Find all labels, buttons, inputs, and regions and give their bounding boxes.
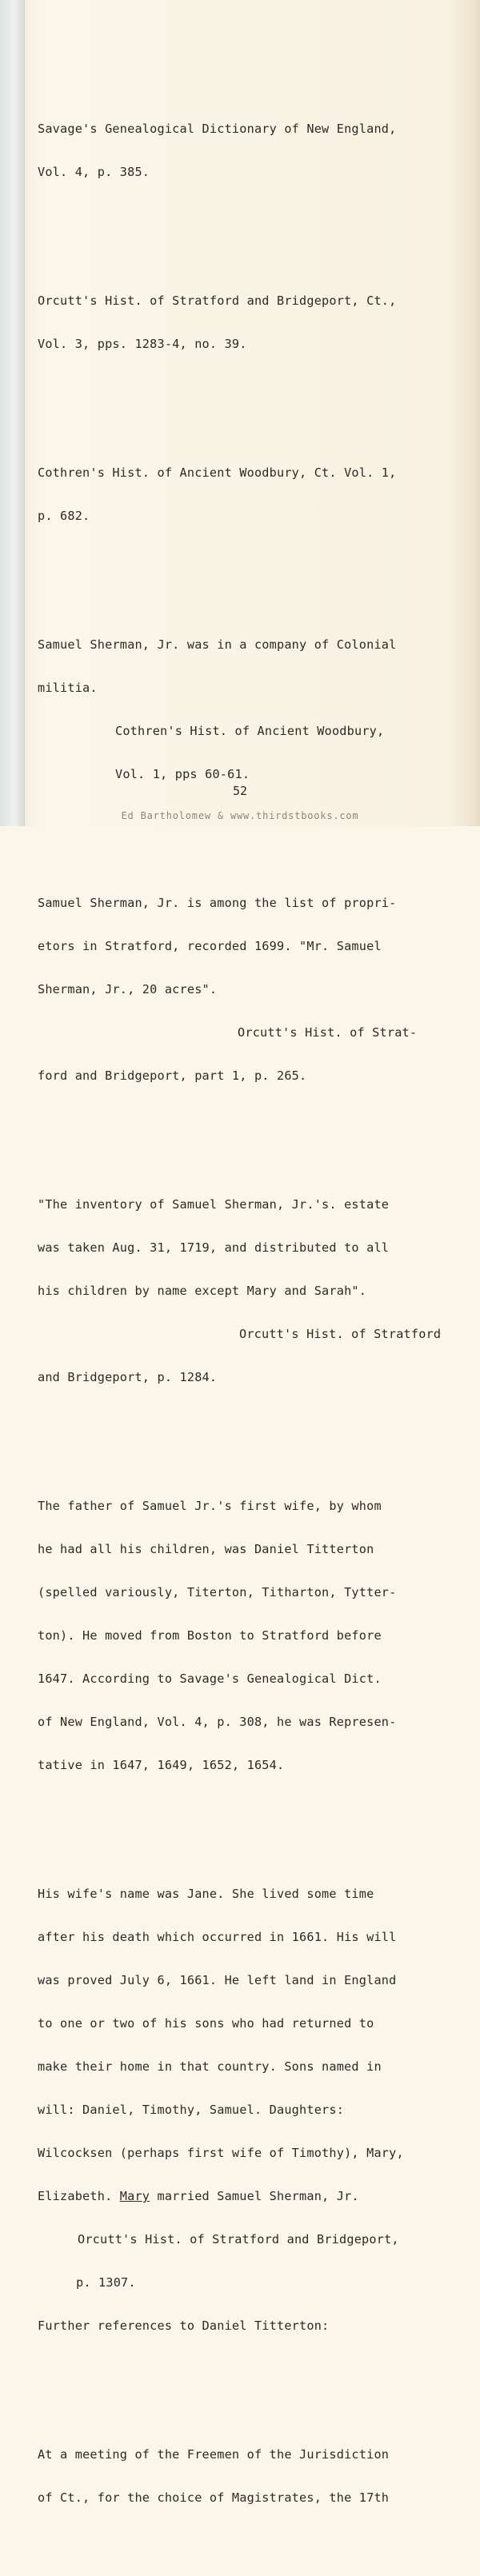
text-line: (spelled variously, Titerton, Titharton, Tytter- [38,1585,397,1600]
reference-savage [38,93,474,208]
paragraph-titterton [38,1470,474,1801]
page-binding [0,0,25,826]
citation-line: Vol. 1, pps 60-61. [115,767,250,781]
underlined-name: Mary [119,2189,150,2203]
reference-cothren [38,437,474,552]
text-line: ton). He moved from Boston to Stratford before [38,1628,382,1643]
text-line: Vol. 3, pps. 1283-4, no. 39. [38,337,247,351]
paragraph-jane [38,1858,474,2362]
text-line: after his death which occurred in 1661. His will [38,1930,397,1944]
text-line: of Ct., for the choice of Magistrates, the 17th [38,2490,390,2505]
text-line: Cothren's Hist. of Ancient Woodbury, Ct. Vol. 1, [38,465,397,480]
text-line: At a meeting of the Freemen of the Jurisdiction [38,2447,390,2462]
text-fragment: married Samuel Sherman, Jr. [150,2189,359,2203]
citation-line: ford and Bridgeport, part 1, p. 265. [38,1068,307,1083]
citation-line: and Bridgeport, p. 1284. [38,1370,218,1384]
text-line: his children by name except Mary and Sarah". [38,1284,367,1298]
page-text [38,64,474,2576]
text-line: was taken Aug. 31, 1719, and distributed to all [38,1240,390,1255]
text-line: to one or two of his sons who had returned to [38,2016,374,2031]
page-number: 52 [232,784,248,798]
paragraph-inventory [38,1168,474,1413]
text-fragment: Elizabeth. [38,2189,120,2203]
text-line: His wife's name was Jane. She lived some time [38,1887,374,1901]
text-line: Orcutt's Hist. of Stratford and Bridgeport, Ct., [38,294,397,308]
text-line: will: Daniel, Timothy, Samuel. Daughters: [38,2103,345,2117]
text-line: militia. [38,681,98,695]
text-line: Sherman, Jr., 20 acres". [38,982,218,996]
watermark-footer: Ed Bartholomew & www.thirdstbooks.com [121,810,359,821]
text-line: The father of Samuel Jr.'s first wife, by whom [38,1499,382,1513]
text-line: he had all his children, was Daniel Titterton [38,1542,374,1556]
text-line: Samuel Sherman, Jr. is among the list of propri- [38,896,397,910]
citation-line: p. 1307. [76,2275,136,2290]
text-line: Samuel Sherman, Jr. was in a company of Colonial [38,637,397,652]
paragraph-freemen [38,2418,474,2534]
paragraph-proprietors [38,867,474,1112]
citation-line: Orcutt's Hist. of Strat- [238,1025,418,1040]
text-line: 1647. According to Savage's Genealogical Dict. [38,1671,382,1686]
text-line: make their home in that country. Sons named in [38,2059,382,2074]
citation-line: Cothren's Hist. of Ancient Woodbury, [115,724,385,738]
text-line: Further references to Daniel Titterton: [38,2318,330,2333]
text-line: Vol. 4, p. 385. [38,165,150,179]
paragraph-militia [38,609,474,810]
text-line: Savage's Genealogical Dictionary of New England, [38,122,397,136]
text-line: p. 682. [38,509,90,523]
text-line: tative in 1647, 1649, 1652, 1654. [38,1758,285,1772]
citation-line: Orcutt's Hist. of Stratford and Bridgeport, [78,2232,399,2247]
text-line: Wilcocksen (perhaps first wife of Timothy), Mary, [38,2146,404,2160]
text-line: was proved July 6, 1661. He left land in England [38,1973,397,1987]
text-line: "The inventory of Samuel Sherman, Jr.'s. estate [38,1197,390,1212]
text-line [38,2189,474,2203]
text-line: of New England, Vol. 4, p. 308, he was Represen- [38,1715,397,1729]
reference-orcutt [38,265,474,380]
text-line: etors in Stratford, recorded 1699. "Mr. Samuel [38,939,382,953]
citation-line: Orcutt's Hist. of Stratford [239,1327,442,1341]
